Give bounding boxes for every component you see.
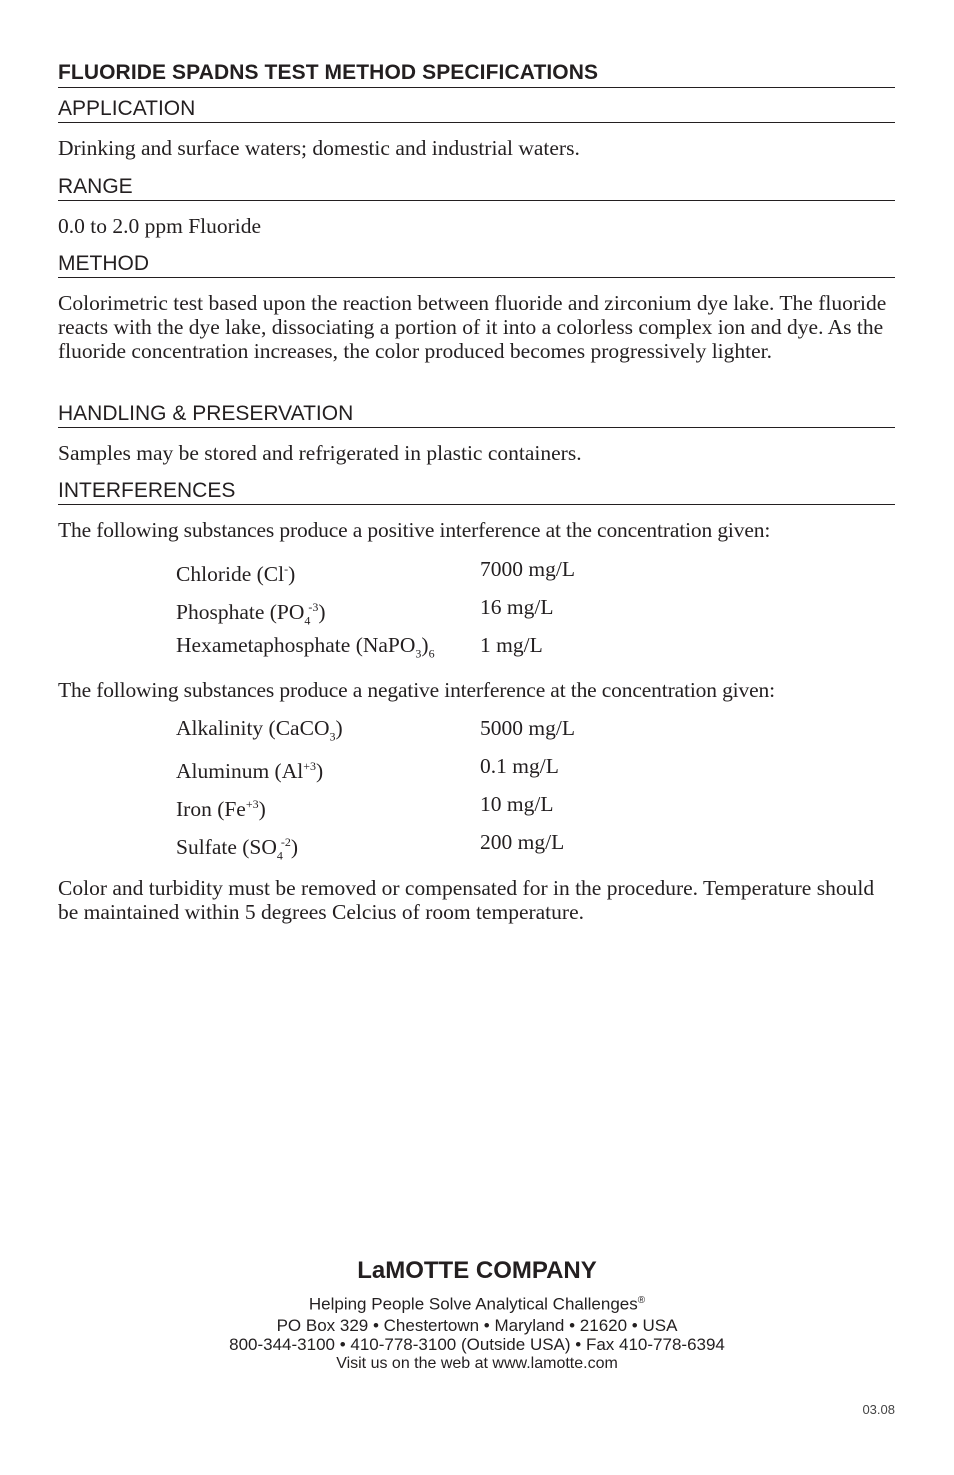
substance-name: Hexametaphosphate $(NaPO_3)_6$ xyxy=(176,633,435,661)
range-text: 0.0 to 2.0 ppm Fluoride xyxy=(58,214,262,238)
application-heading: APPLICATION xyxy=(58,96,895,123)
substance-value: 7000 mg/L xyxy=(480,557,575,581)
registered-mark: ® xyxy=(637,1295,646,1306)
substance-name: Chloride (Cl-) xyxy=(176,562,296,587)
substance-value: 10 mg/L xyxy=(480,792,554,816)
substance-value: 16 mg/L xyxy=(480,595,554,619)
substance-value: 200 mg/L xyxy=(480,830,565,854)
negative-interference-table xyxy=(176,713,776,865)
interferences-section xyxy=(58,478,895,542)
substance-name: Phosphate $(PO_4^{-3})$ xyxy=(176,600,326,628)
table-row xyxy=(176,789,776,827)
application-text: Drinking and surface waters; domestic and industrial waters. xyxy=(58,136,580,160)
table-row xyxy=(176,827,776,865)
method-text: Colorimetric test based upon the reaction between fluoride and zirconium dye lake. The fluoride reacts with the dye lake, dissociating a portion of it into a colorless complex ion and dye. As the fluoride concentration increases, the color produced becomes progressively lighter. xyxy=(58,291,887,363)
application-section xyxy=(58,96,895,160)
company-tagline: Helping People Solve Analytical Challenges® xyxy=(308,1294,646,1314)
substance-name: Iron $(Fe^{+3})$ xyxy=(176,797,266,822)
company-web: Visit us on the web at www.lamotte.com xyxy=(336,1355,618,1372)
table-row xyxy=(176,592,776,630)
substance-value: 5000 mg/L xyxy=(480,716,575,740)
document-code: 03.08 xyxy=(862,1402,895,1417)
positive-intro: The following substances produce a positive interference at the concentration given: xyxy=(58,518,771,542)
range-section xyxy=(58,174,895,238)
interferences-heading: INTERFERENCES xyxy=(58,478,895,505)
interferences-note: Color and turbidity must be removed or compensated for in the procedure. Temperature should be maintained within 5 degrees Celcius of room temperature. xyxy=(58,876,875,924)
table-row xyxy=(176,713,776,751)
company-name: LaMOTTE COMPANY xyxy=(357,1257,597,1284)
negative-intro: The following substances produce a negative interference at the concentration given: xyxy=(58,678,775,702)
table-row xyxy=(176,630,776,668)
method-section xyxy=(58,251,895,363)
method-heading: METHOD xyxy=(58,251,895,278)
handling-section xyxy=(58,401,895,465)
page-title: FLUORIDE SPADNS TEST METHOD SPECIFICATIONS xyxy=(58,60,895,88)
substance-name: Sulfate $(SO_4^{-2})$ xyxy=(176,835,299,863)
handling-text: Samples may be stored and refrigerated in plastic containers. xyxy=(58,441,582,465)
table-row xyxy=(176,751,776,789)
company-phones: 800-344-3100 • 410-778-3100 (Outside USA) • Fax 410-778-6394 xyxy=(229,1335,725,1354)
handling-heading: HANDLING & PRESERVATION xyxy=(58,401,895,428)
substance-name: Aluminum $(Al^{+3})$ xyxy=(176,759,324,784)
substance-name: Alkalinity (CaCO$_3$) xyxy=(176,716,343,744)
range-heading: RANGE xyxy=(58,174,895,201)
company-address: PO Box 329 • Chestertown • Maryland • 21620 • USA xyxy=(276,1316,678,1335)
substance-value: 0.1 mg/L xyxy=(480,754,559,778)
positive-interference-table xyxy=(176,554,776,668)
table-row xyxy=(176,554,776,592)
substance-value: 1 mg/L xyxy=(480,633,543,657)
